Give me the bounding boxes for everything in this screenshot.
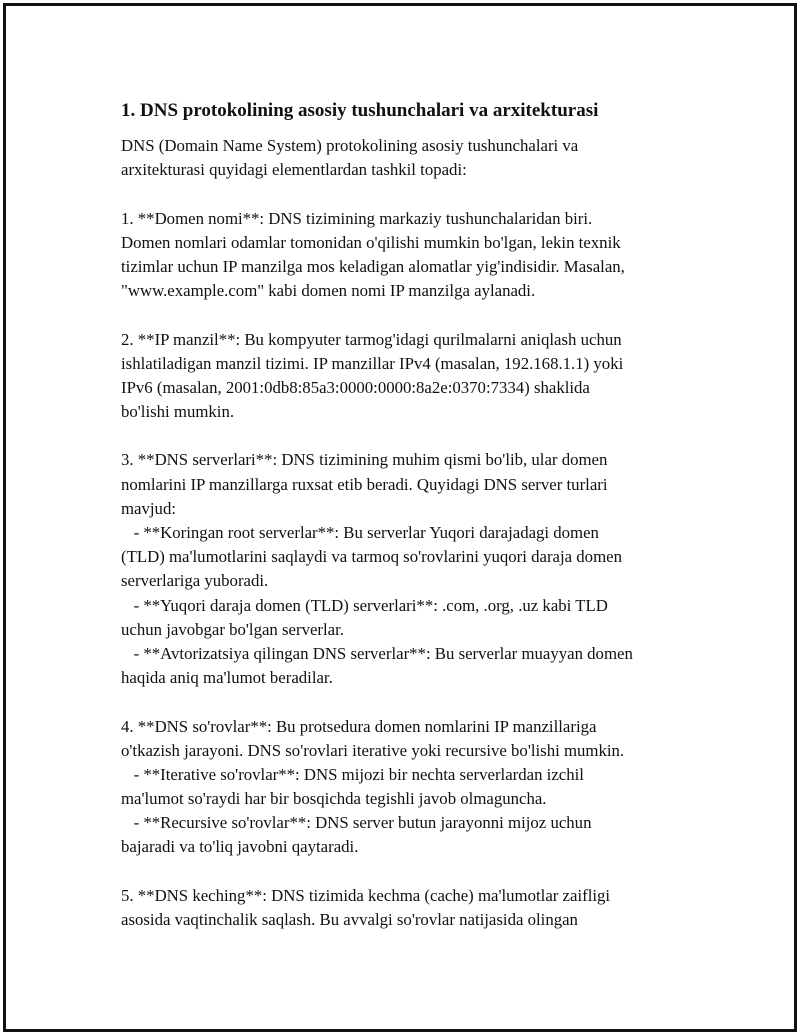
text-line: ma'lumot so'raydi har bir bosqichda tegishli javob olmaguncha. xyxy=(121,789,547,809)
text-line: IPv6 (masalan, 2001:0db8:85a3:0000:0000:8a2e:0370:7334) shaklida xyxy=(121,377,590,397)
text-line: tizimlar uchun IP manzilga mos keladigan alomatlar yig'indisidir. Masalan, xyxy=(121,256,625,276)
intro-paragraph xyxy=(121,134,696,182)
text-line: serverlariga yuboradi. xyxy=(121,571,269,591)
paragraph-spacer xyxy=(121,424,696,448)
text-line: asosida vaqtinchalik saqlash. Bu avvalgi so'rovlar natijasida olingan xyxy=(121,910,578,929)
text-line: "www.example.com" kabi domen nomi IP manzilga aylanadi. xyxy=(121,281,536,301)
text-line: 3. **DNS serverlari**: DNS tizimining muhim qismi bo'lib, ular domen xyxy=(121,450,608,470)
sub-item-line: - **Koringan root serverlar**: Bu serverlar Yuqori darajadagi domen xyxy=(121,523,599,542)
text-line: 4. **DNS so'rovlar**: Bu protsedura domen nomlarini IP manzillariga xyxy=(121,716,597,736)
item-3-paragraph xyxy=(121,448,696,690)
text-line: uchun javobgar bo'lgan serverlar. xyxy=(121,619,344,639)
text-line: arxitekturasi quyidagi elementlardan tashkil topadi: xyxy=(121,160,467,180)
text-line: ishlatiladigan manzil tizimi. IP manzillar IPv4 (masalan, 192.168.1.1) yoki xyxy=(121,353,624,373)
text-line: nomlarini IP manzillarga ruxsat etib beradi. Quyidagi DNS server turlari xyxy=(121,474,608,494)
paragraph-spacer xyxy=(121,182,696,206)
text-line: mavjud: xyxy=(121,498,176,518)
paragraph-spacer xyxy=(121,690,696,714)
text-line: DNS (Domain Name System) protokolining asosiy tushunchalari va xyxy=(121,136,579,155)
text-line: 1. **Domen nomi**: DNS tizimining markaziy tushunchalaridan biri. xyxy=(121,208,593,228)
text-line: 5. **DNS keching**: DNS tizimida kechma (cache) ma'lumotlar zaifligi xyxy=(121,885,611,905)
text-line: Domen nomlari odamlar tomonidan o'qilishi mumkin bo'lgan, lekin texnik xyxy=(121,232,621,252)
sub-item-line: - **Avtorizatsiya qilingan DNS serverlar**: Bu serverlar muayyan domen xyxy=(121,643,633,663)
item-4-paragraph xyxy=(121,715,696,860)
paragraph-spacer xyxy=(121,860,696,884)
text-line: o'tkazish jarayoni. DNS so'rovlari iterative yoki recursive bo'lishi mumkin. xyxy=(121,740,625,760)
page-frame xyxy=(3,3,797,1032)
text-line: haqida aniq ma'lumot beradilar. xyxy=(121,668,333,688)
text-line: bajaradi va to'liq javobni qaytaradi. xyxy=(121,837,359,857)
item-1-paragraph xyxy=(121,207,696,304)
text-line: (TLD) ma'lumotlarini saqlaydi va tarmoq so'rovlarini yuqori daraja domen xyxy=(121,547,622,567)
document-body xyxy=(121,98,696,932)
paragraph-spacer xyxy=(121,303,696,327)
sub-item-line: - **Recursive so'rovlar**: DNS server butun jarayonni mijoz uchun xyxy=(121,813,592,833)
document-heading: 1. DNS protokolining asosiy tushunchalari va arxitekturasi xyxy=(121,100,599,121)
item-2-paragraph xyxy=(121,328,696,425)
sub-item-line: - **Yuqori daraja domen (TLD) serverlari**: .com, .org, .uz kabi TLD xyxy=(121,595,608,615)
text-line: 2. **IP manzil**: Bu kompyuter tarmog'idagi qurilmalarni aniqlash uchun xyxy=(121,329,622,349)
text-line: bo'lishi mumkin. xyxy=(121,402,235,422)
sub-item-line: - **Iterative so'rovlar**: DNS mijozi bir nechta serverlardan izchil xyxy=(121,764,584,784)
item-5-paragraph xyxy=(121,884,696,932)
